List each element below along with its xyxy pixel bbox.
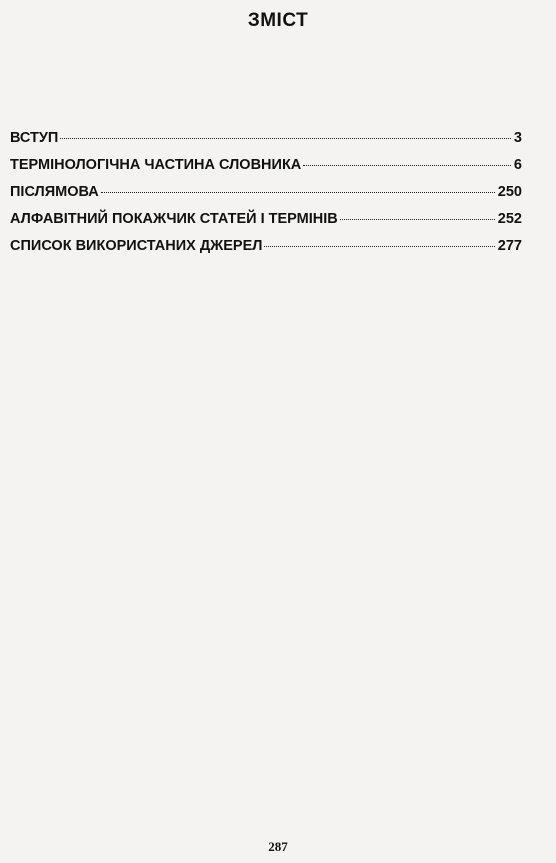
show-through-shadow (0, 90, 556, 116)
toc-entry-index[interactable] (10, 211, 522, 238)
toc-entry-page: 250 (497, 184, 522, 200)
page-title: ЗМІСТ (247, 10, 309, 31)
toc-entry-label: ПІСЛЯМОВА (10, 184, 99, 200)
toc-leader-dots (264, 246, 494, 247)
table-of-contents (10, 130, 522, 265)
toc-entry-references[interactable] (10, 238, 522, 265)
toc-leader-dots (60, 138, 511, 139)
toc-entry-terminology[interactable] (10, 157, 522, 184)
toc-leader-dots (101, 192, 495, 193)
toc-entry-label: ВСТУП (10, 130, 59, 146)
toc-entry-page: 252 (497, 211, 522, 227)
toc-entry-page: 3 (513, 130, 522, 146)
page-number: 287 (268, 839, 288, 854)
toc-entry-label: ТЕРМІНОЛОГІЧНА ЧАСТИНА СЛОВНИКА (10, 157, 302, 173)
toc-entry-intro[interactable] (10, 130, 522, 157)
toc-entry-label: СПИСОК ВИКОРИСТАНИХ ДЖЕРЕЛ (10, 238, 263, 254)
toc-entry-afterword[interactable] (10, 184, 522, 211)
toc-leader-dots (303, 165, 511, 166)
toc-leader-dots (340, 219, 495, 220)
toc-entry-page: 277 (497, 238, 522, 254)
toc-entry-label: АЛФАВІТНИЙ ПОКАЖЧИК СТАТЕЙ І ТЕРМІНІВ (10, 211, 338, 227)
toc-entry-page: 6 (513, 157, 522, 173)
